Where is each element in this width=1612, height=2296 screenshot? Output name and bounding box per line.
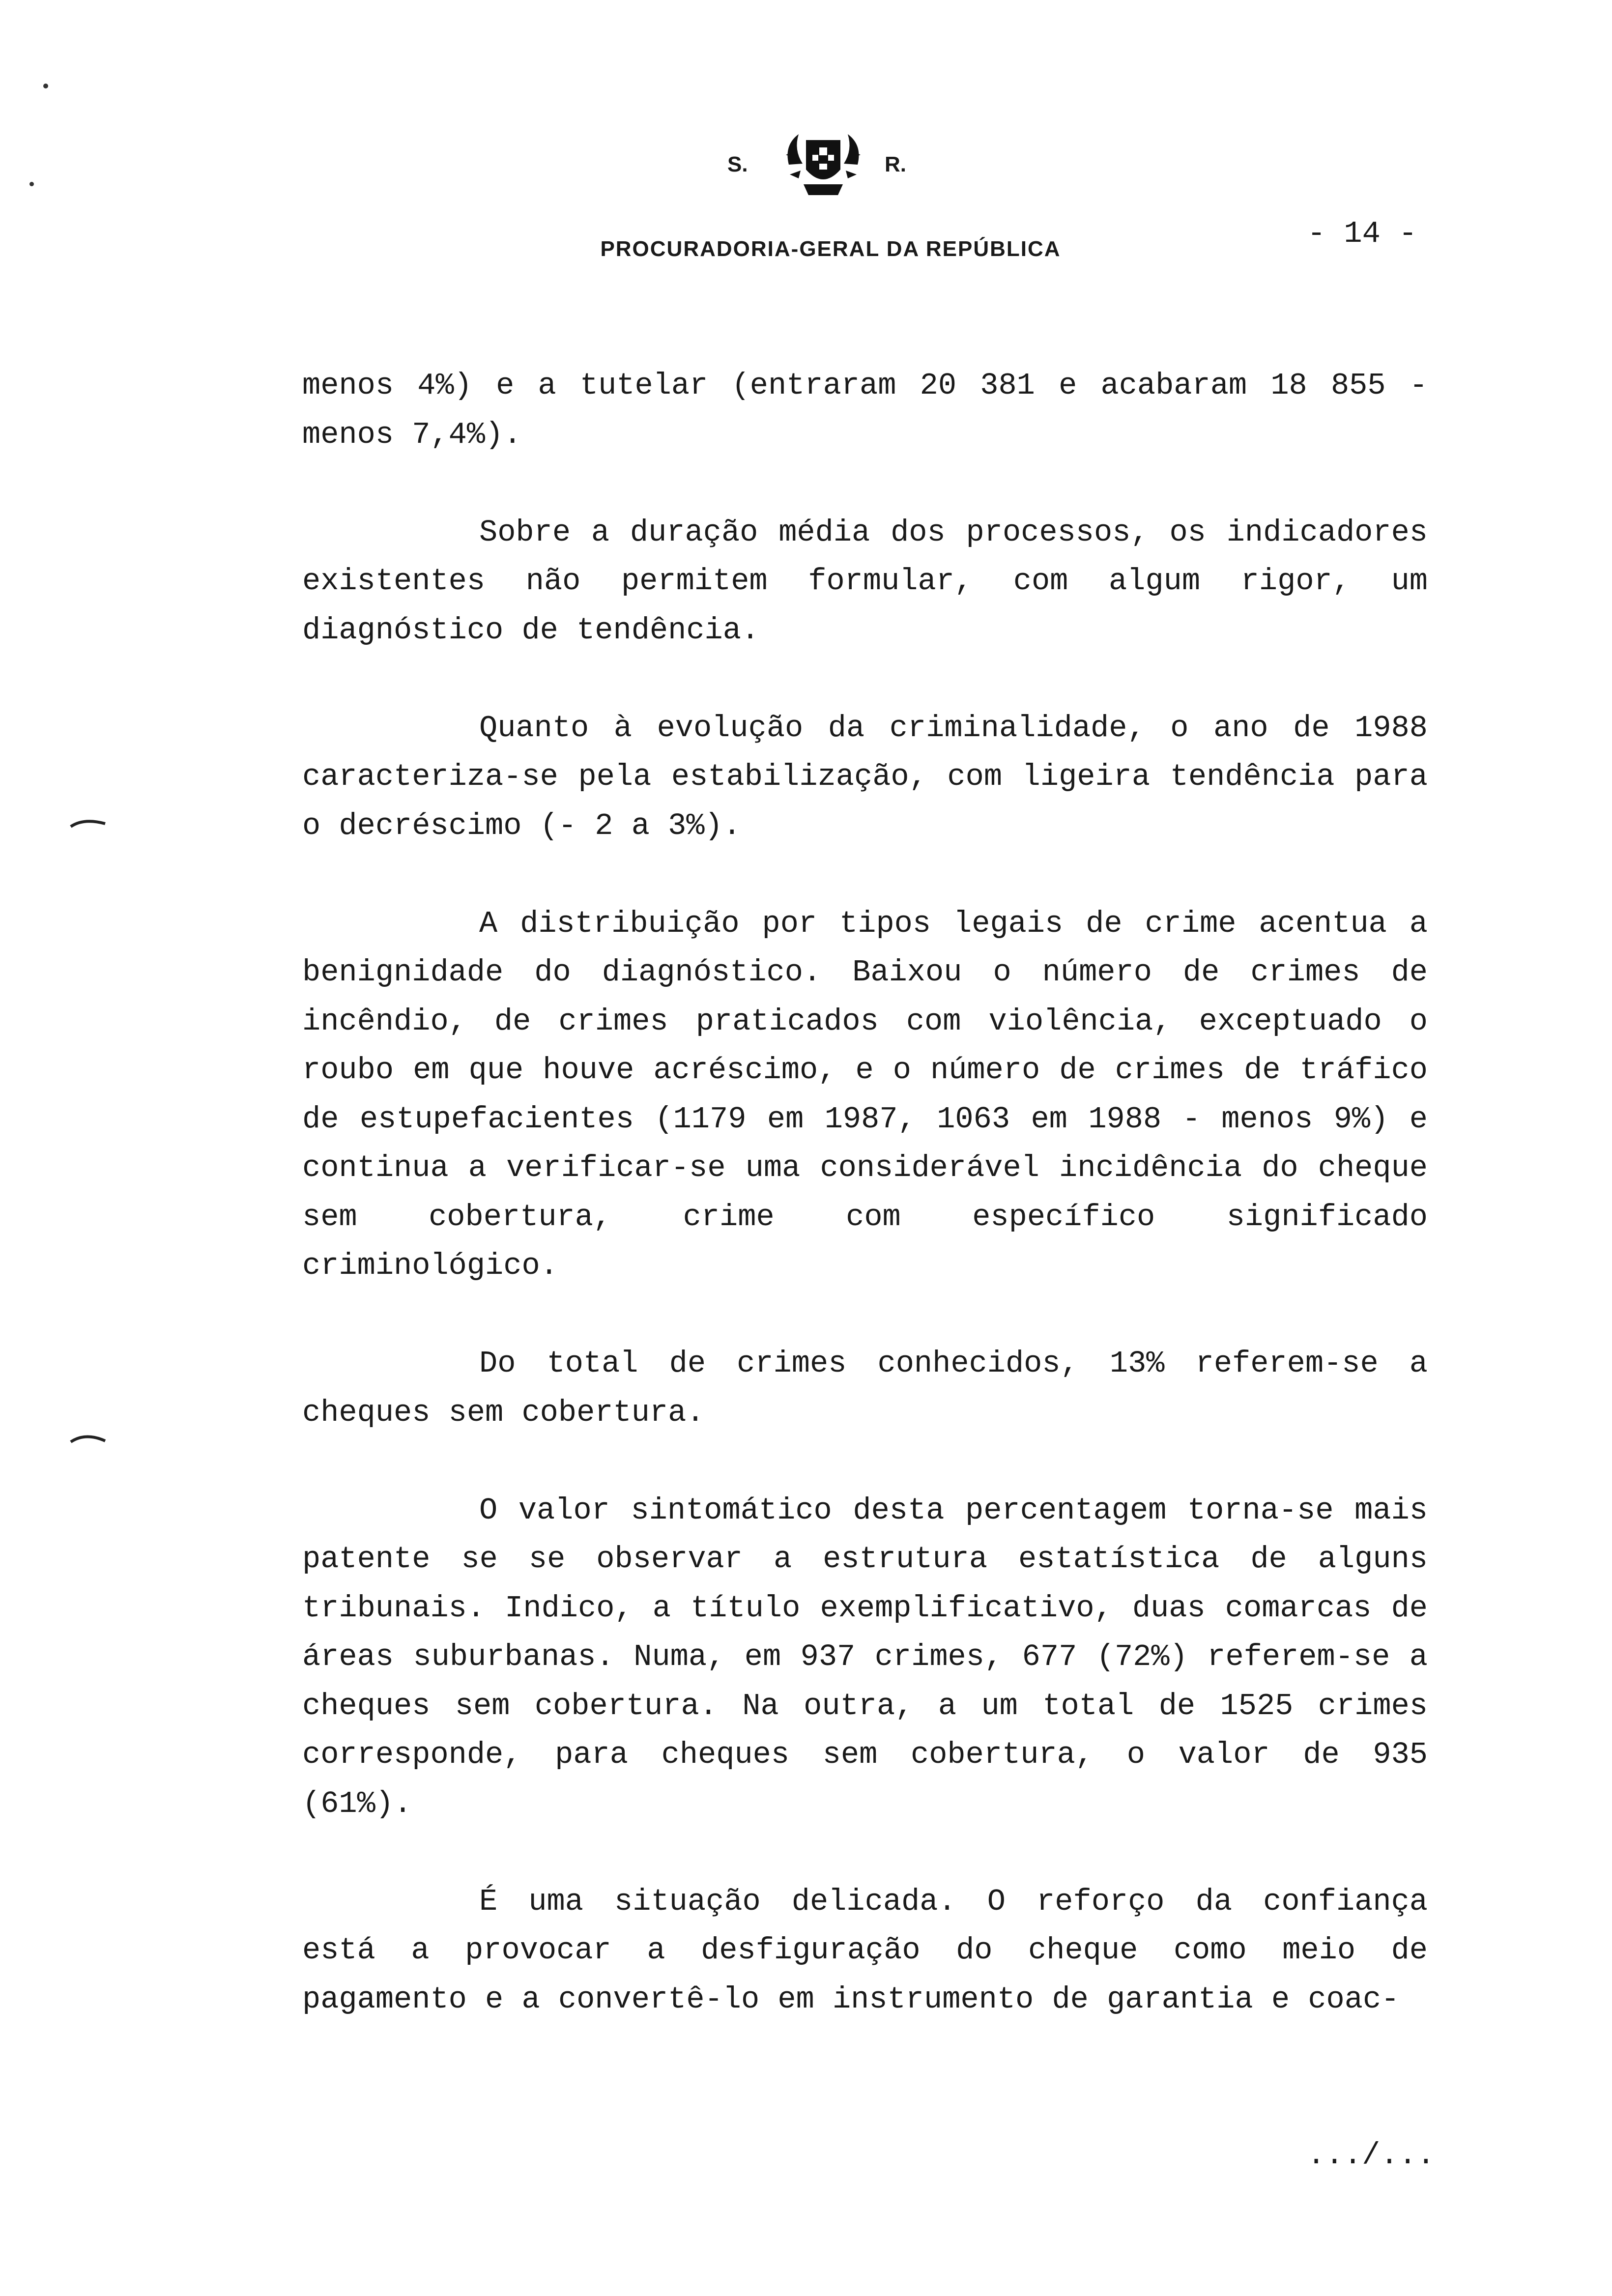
- margin-tick: [69, 816, 108, 831]
- paragraph: menos 4%) e a tutelar (entraram 20 381 e acabaram 18 855 - menos 7,4%).: [302, 368, 1428, 452]
- margin-tick: [69, 1430, 108, 1445]
- paragraph: O valor sintomático desta percentagem torna-se mais patente se se observar a estrutura estatística de alguns tribunais. Indico, a título exemplificativo, duas comarcas de áreas suburbanas. Numa, em 937 crimes, 677 (72%) referem-se a cheques sem cobertura. Na outra, a um total de 1525 crimes corresponde, para cheques sem cobertura, o valor de 935 (61%).: [302, 1492, 1428, 1821]
- margin-dot: [29, 182, 34, 186]
- paragraph: Sobre a duração média dos processos, os indicadores existentes não permitem formular, com algum rigor, um diagnóstico de tendência.: [302, 515, 1428, 648]
- document-body: [302, 361, 1428, 2073]
- organization-name: PROCURADORIA-GERAL DA REPÚBLICA: [600, 237, 1061, 261]
- paragraph: A distribuição por tipos legais de crime acentua a benignidade do diagnóstico. Baixou o número de crimes de incêndio, de crimes praticados com violência, exceptuado o roubo em que houve acréscimo, e o número de crimes de tráfico de estupefacientes (1179 em 1987, 1063 em 1988 - menos 9%) e continua a verificar-se uma considerável incidência do cheque sem cobertura, crime com específico significado criminológico.: [302, 906, 1428, 1283]
- paragraph: É uma situação delicada. O reforço da confiança está a provocar a desfiguração do cheque como meio de pagamento e a convertê-lo em instrumento de garantia e coac-: [302, 1884, 1428, 2017]
- seal-row: [727, 125, 934, 199]
- paragraph: Quanto à evolução da criminalidade, o ano de 1988 caracteriza-se pela estabilização, com ligeira tendência para o decréscimo (- 2 a 3%).: [302, 710, 1428, 843]
- coat-of-arms-icon: [779, 125, 867, 199]
- margin-dot: [43, 84, 48, 88]
- paragraph: Do total de crimes conhecidos, 13% referem-se a cheques sem cobertura.: [302, 1346, 1428, 1430]
- seal-letter-s: S.: [727, 152, 748, 176]
- continuation-mark: .../...: [1307, 2138, 1435, 2173]
- seal-letter-r: R.: [885, 152, 906, 176]
- page-number: - 14 -: [1307, 216, 1417, 251]
